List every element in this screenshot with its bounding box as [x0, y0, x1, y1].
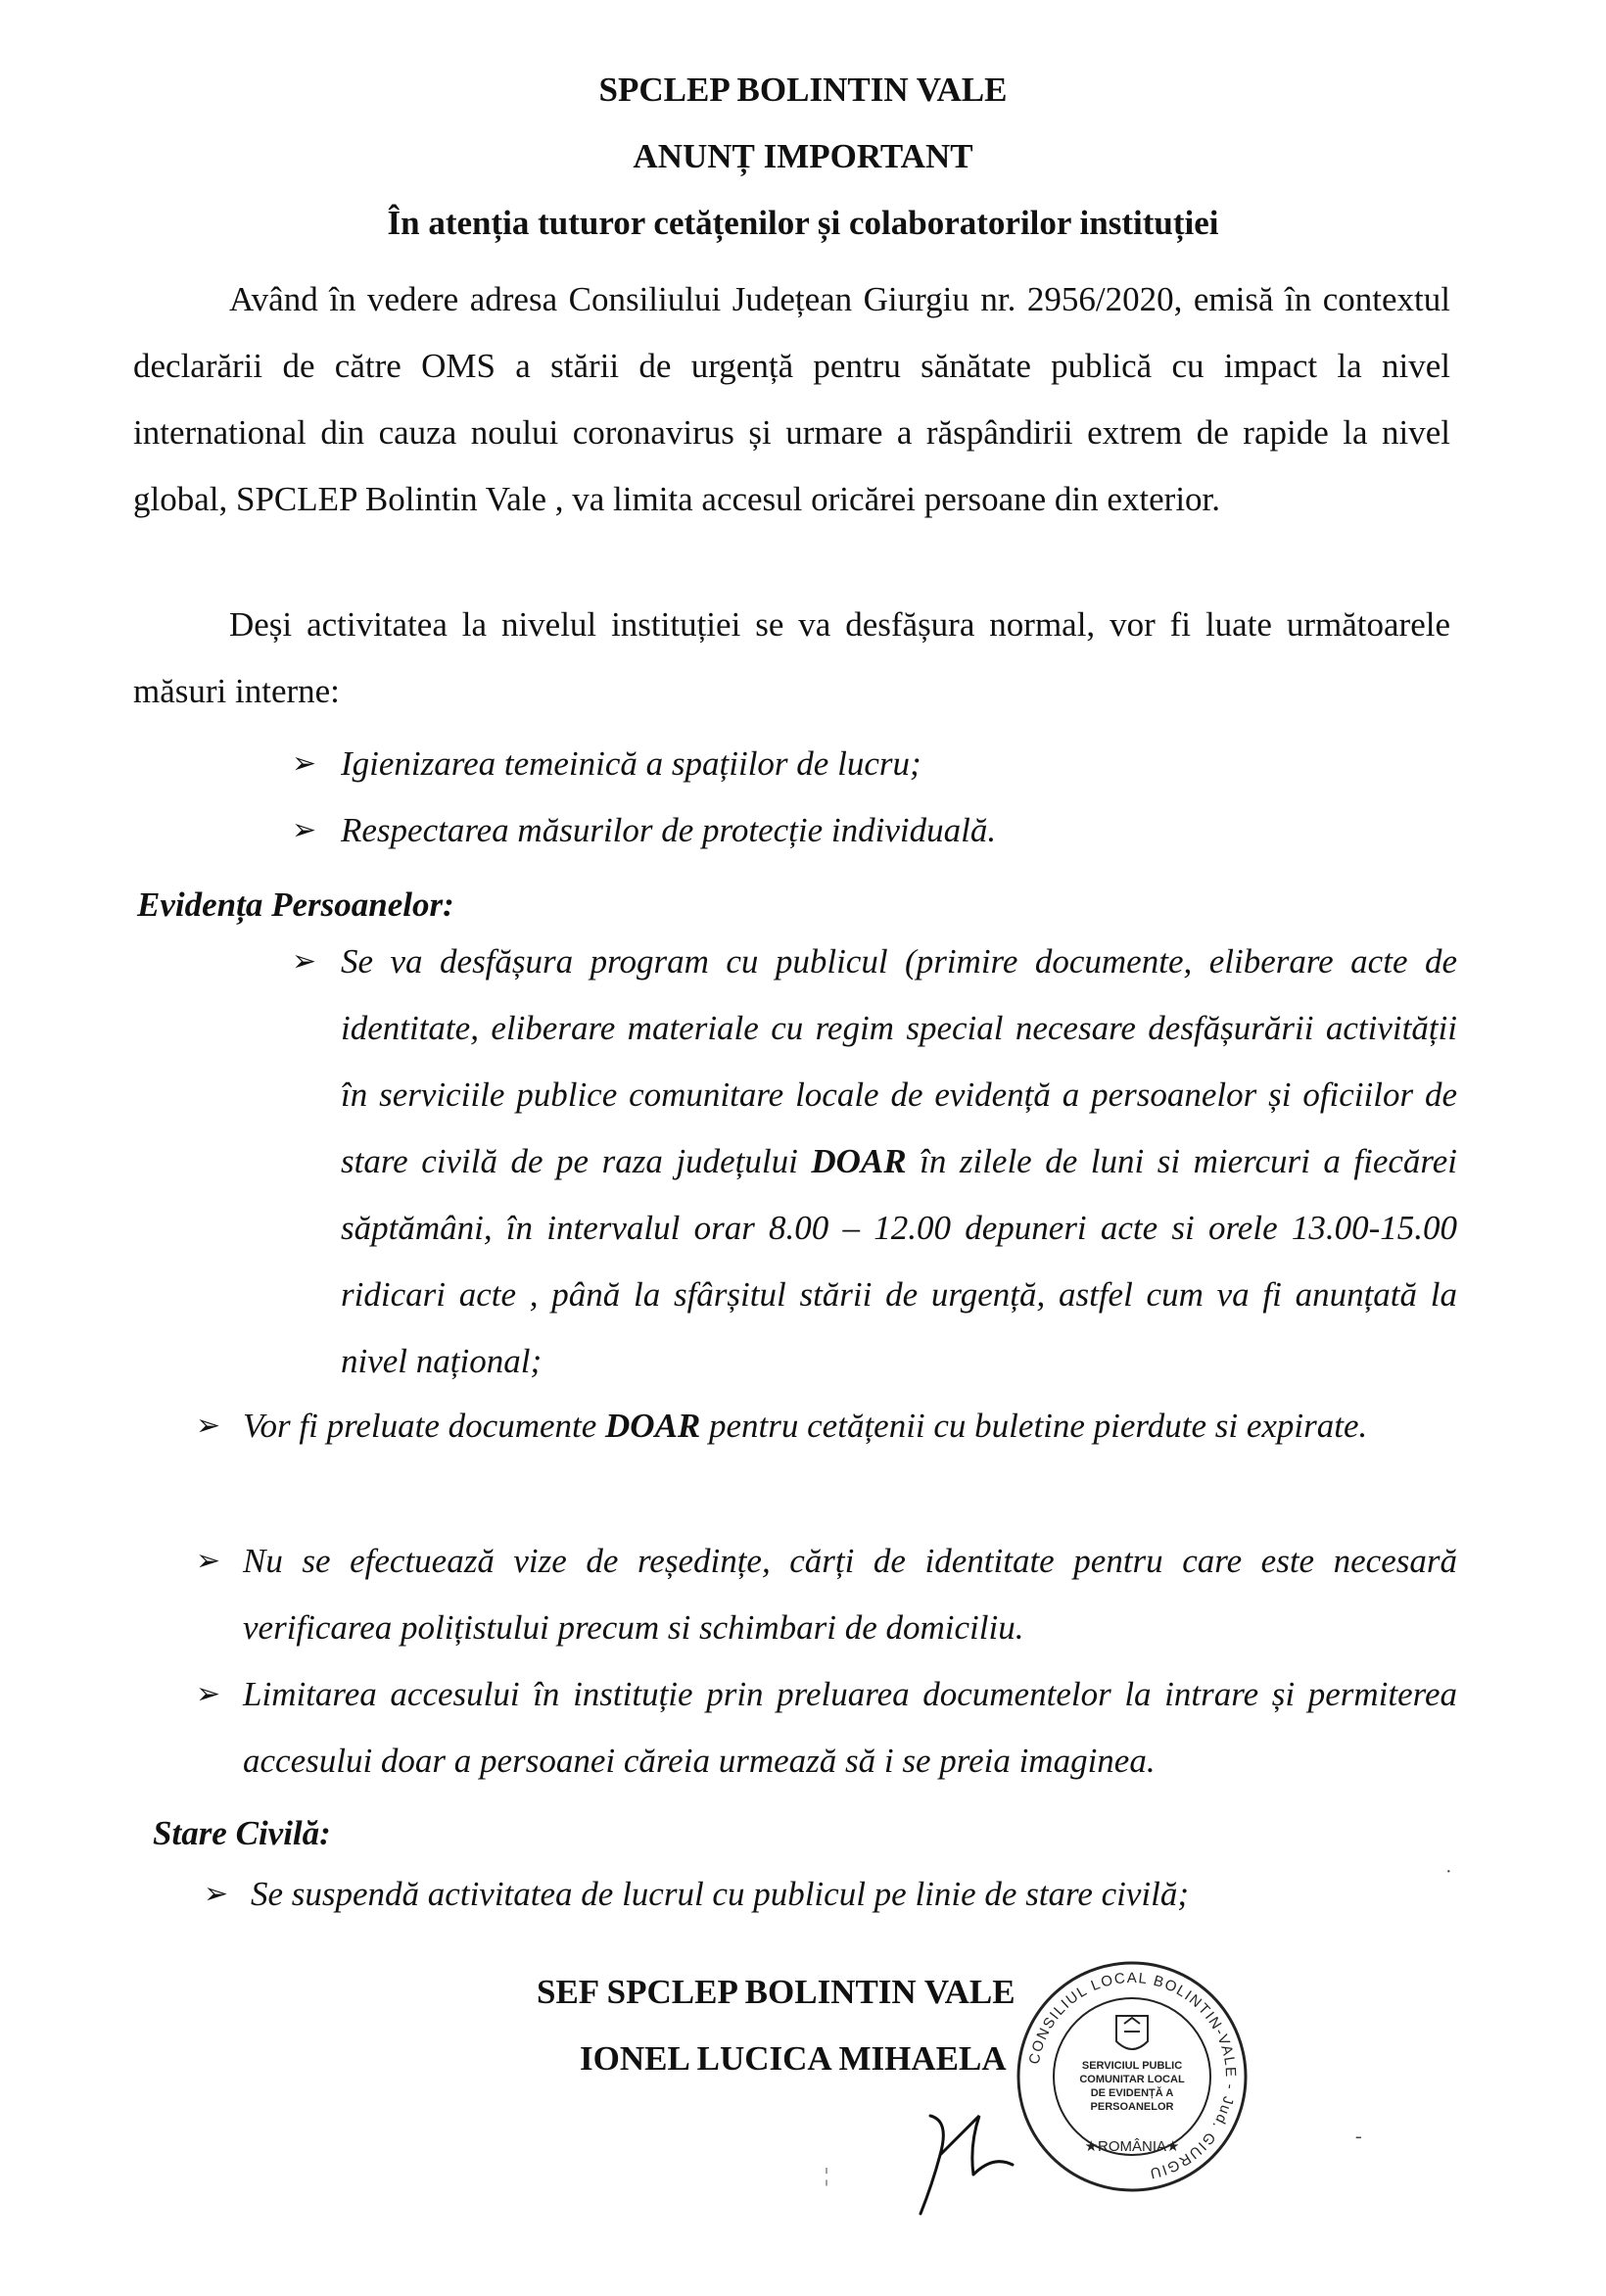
section-title-evidenta: Evidența Persoanelor:	[137, 885, 454, 924]
emphasis-doar: DOAR	[811, 1142, 907, 1180]
scan-mark: ·	[1445, 1861, 1452, 1883]
section-title-stare-civila: Stare Civilă:	[153, 1814, 331, 1852]
signatory-name: IONEL LUCICA MIHAELA	[580, 2039, 1007, 2078]
visas-text: Nu se efectuează vize de reședințe, cărți de identitate pentru care este necesară verificarea polițistului precum si schimbari de domiciliu.	[243, 1542, 1457, 1647]
stare-civila-bullet	[204, 1861, 1426, 1928]
coat-of-arms-icon	[1116, 2016, 1148, 2049]
arrow-bullet-icon: ➢	[196, 1545, 221, 1577]
arrow-bullet-icon: ➢	[292, 814, 317, 846]
schedule-text-end: în zilele de luni si miercuri a fiecărei săptămâni, în intervalul orar 8.00 – 12.00 depuneri acte si orele 13.00-15.00 ridicari acte , până la sfârșitul stării de urgență, astfel cum va fi anunțată la nivel național;	[341, 1142, 1458, 1380]
stare-civila-text: Se suspendă activitatea de lucrul cu publicul pe linie de stare civilă;	[251, 1875, 1190, 1913]
svg-text:SERVICIUL PUBLIC: SERVICIUL PUBLIC	[1081, 2060, 1183, 2072]
intro-paragraph-2-text: Deși activitatea la nivelul instituției se va desfășura normal, vor fi luate următoarele măsuri interne:	[133, 605, 1450, 710]
svg-text:PERSOANELOR: PERSOANELOR	[1090, 2101, 1174, 2113]
svg-text:★ROMÂNIA★: ★ROMÂNIA★	[1084, 2138, 1180, 2155]
svg-text:CONSILIUL LOCAL BOLINTIN-VALE: CONSILIUL LOCAL BOLINTIN-VALE - Jud. GIURGIU	[1025, 1969, 1240, 2182]
evidenta-bullet-visas	[196, 1528, 1457, 1661]
scan-mark: -	[1355, 2126, 1362, 2147]
arrow-bullet-icon: ➢	[292, 747, 317, 780]
arrow-bullet-icon: ➢	[196, 1410, 221, 1442]
arrow-bullet-icon: ➢	[196, 1678, 221, 1710]
arrow-bullet-icon: ➢	[292, 945, 317, 978]
access-text: Limitarea accesului în instituție prin preluarea documentelor la intrare și permiterea accesului doar a persoanei căreia urmează să i se preia imaginea.	[243, 1675, 1457, 1780]
announcement-title: ANUNȚ IMPORTANT	[633, 137, 973, 175]
documents-text-end: pentru cetățenii cu buletine pierdute si expirate.	[700, 1407, 1368, 1445]
announcement-subtitle: În atenția tuturor cetățenilor și colaboratorilor instituției	[387, 204, 1219, 242]
scan-mark: ¦	[825, 2165, 829, 2186]
signatory-role: SEF SPCLEP BOLINTIN VALE	[537, 1973, 1016, 2011]
evidenta-bullet-documents	[196, 1393, 1457, 1459]
documents-text-start: Vor fi preluate documente	[243, 1407, 606, 1445]
internal-measure-item	[292, 797, 1320, 864]
intro-paragraph-1	[133, 266, 1450, 533]
arrow-bullet-icon: ➢	[204, 1878, 229, 1910]
evidenta-bullet-schedule	[292, 929, 1458, 1395]
evidenta-bullet-access	[196, 1661, 1457, 1794]
emphasis-doar: DOAR	[605, 1407, 701, 1445]
intro-paragraph-2	[133, 592, 1450, 725]
svg-text:DE EVIDENȚĂ A: DE EVIDENȚĂ A	[1090, 2087, 1174, 2099]
handwritten-signature	[901, 2096, 1038, 2224]
intro-paragraph-1-text: Având în vedere adresa Consiliului Județean Giurgiu nr. 2956/2020, emisă în contextul declarării de către OMS a stării de urgență pentru sănătate publică cu impact la nivel international din cauza noului coronavirus și urmare a răspândirii extrem de rapide la nivel global, SPCLEP Bolintin Vale , va limita accesul oricărei persoane din exterior.	[133, 280, 1450, 518]
internal-measure-text: Igienizarea temeinică a spațiilor de lucru;	[341, 744, 921, 783]
svg-text:COMUNITAR LOCAL: COMUNITAR LOCAL	[1079, 2074, 1185, 2085]
official-stamp	[1015, 1959, 1250, 2194]
schedule-text-start: Se va desfășura program cu publicul (primire documente, eliberare acte de identitate, eliberare materiale cu regim special necesare desfășurării activității în serviciile publice comunitare locale de evidență a persoanelor și oficiilor de stare civilă de pe raza județului	[341, 942, 1457, 1180]
org-heading: SPCLEP BOLINTIN VALE	[598, 71, 1008, 109]
internal-measure-text: Respectarea măsurilor de protecție individuală.	[341, 811, 997, 849]
internal-measure-item	[292, 731, 1320, 797]
